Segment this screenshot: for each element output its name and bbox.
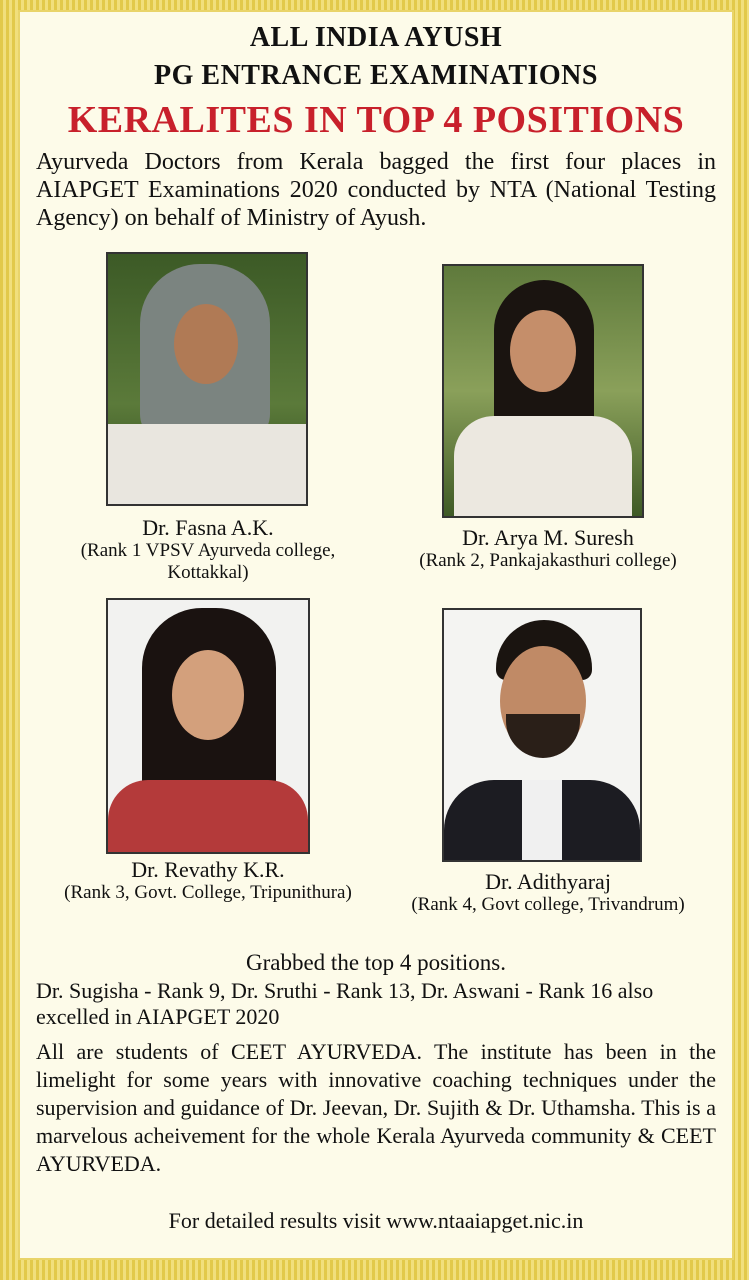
other-rankers: Dr. Sugisha - Rank 9, Dr. Sruthi - Rank 13, Dr. Aswani - Rank 16 also excelled in AIAPGET 2020	[36, 978, 654, 1029]
face-shape	[174, 304, 238, 384]
photo-rank-2	[442, 264, 644, 518]
photo-rank-3	[106, 598, 310, 854]
topper-detail: (Rank 2, Pankajakasthuri college)	[419, 550, 677, 571]
headline-main: KERALITES IN TOP 4 POSITIONS	[67, 99, 685, 141]
grabbed-line: Grabbed the top 4 positions.	[246, 950, 506, 975]
topper-name: Dr. Arya M. Suresh	[462, 525, 634, 550]
face-shape	[510, 310, 576, 392]
caption-rank-2	[398, 526, 698, 572]
institute-paragraph: All are students of CEET AYURVEDA. The institute has been in the limelight for some years with innovative coaching techniques under the supervision and guidance of Dr. Jeevan, Dr. Sujith & Dr. Uthamsha. This is a marvelous acheivement for the whole Kerala Ayurveda community & CEET AYURVEDA.	[36, 1039, 716, 1176]
coat-shape	[108, 424, 306, 504]
topper-name: Dr. Revathy K.R.	[131, 857, 285, 882]
article-body	[18, 10, 734, 1260]
shirt-shape	[522, 780, 562, 860]
topper-detail: (Rank 3, Govt. College, Tripunithura)	[64, 882, 352, 903]
topper-detail: (Rank 1 VPSV Ayurveda college, Kottakkal)	[80, 540, 336, 583]
results-link-text: For detailed results visit www.ntaaiapget.nic.in	[168, 1208, 584, 1233]
headline-line-2: PG ENTRANCE EXAMINATIONS	[154, 60, 598, 91]
dress-shape	[108, 780, 308, 852]
topper-name: Dr. Adithyaraj	[485, 869, 611, 894]
face-shape	[172, 650, 244, 740]
headline-line-1: ALL INDIA AYUSH	[249, 22, 503, 53]
caption-rank-1	[58, 516, 358, 584]
caption-rank-3	[58, 858, 358, 904]
topper-detail: (Rank 4, Govt college, Trivandrum)	[411, 894, 685, 915]
intro-paragraph: Ayurveda Doctors from Kerala bagged the first four places in AIAPGET Examinations 2020 conducted by NTA (National Testing Agency) on behalf of Ministry of Ayush.	[36, 149, 716, 231]
coat-shape	[454, 416, 632, 516]
photo-rank-4	[442, 608, 642, 862]
topper-name: Dr. Fasna A.K.	[142, 515, 274, 540]
photo-rank-1	[106, 252, 308, 506]
caption-rank-4	[398, 870, 698, 916]
beard-shape	[506, 714, 580, 758]
